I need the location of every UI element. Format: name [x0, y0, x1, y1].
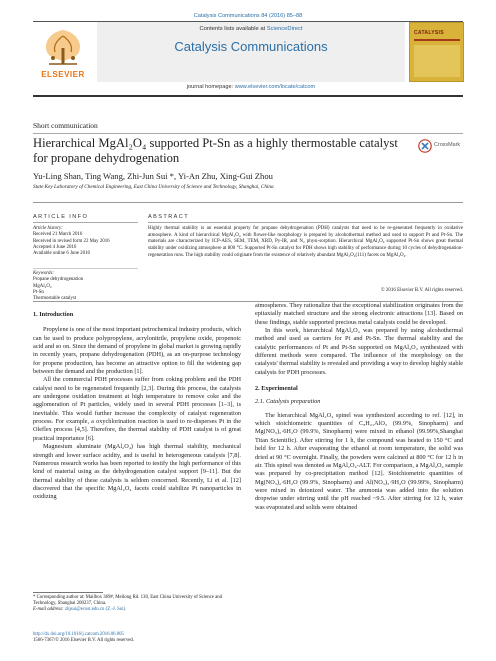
subsection-heading-catalysts-preparation: 2.1. Catalysts preparation — [255, 398, 321, 406]
contents-prefix: Contents lists available at — [199, 26, 267, 32]
paragraph: Magnesium aluminate (MgAl₂O₄) has high thermal stability, mechanical strength and lower surface acidity, and is useful in heterogeneous catalysis [7,8]. Numerous research works has been reported to testify the high performance of this kind of material using as the dehydrogenation catalyst support [9–11]. But the thermal stability of these catalysts is seldom concerned. Recently, Li et al. [12] discovered that the specific MgAl₂O₄ facets could stabilize Pt nanoparticles in oxidizing — [33, 443, 241, 501]
homepage-line — [97, 84, 405, 90]
abstract-copyright: © 2016 Elsevier B.V. All rights reserved. — [380, 288, 463, 293]
history-received: Received 21 March 2016 — [33, 232, 83, 238]
section-heading-introduction: 1. Introduction — [33, 311, 74, 318]
paragraph: The hierarchical MgAl₂O₄ spinel was synthesized according to ref. [12], in which stoichiometric quantities of C₉H₂₁AlO₃ (99.9%, Sinopharm) and Mg(NO₃)₂·6H₂O (99.9%, Sinopharm) were mixed in ethanol (99.99%,Shanghai Titan Scientific). After stirring for 1 h, the compound was heated to 150 °C and held for 12 h. After evaporating the ethanol at room temperature, the solid was dried at 90 °C overnight. Finally, the powders were calcined at 800 °C for 12 h in air. This spinel was denoted as MgAl₂O₄-ALT. For comparison, a MgAl₂O₄ sample was prepared by co-precipitation method [12]. Stoichiometric quantities of Mg(NO₃)₂·6H₂O (99.9%, Sinopharm) and Al(NO₃)₃·9H₂O (99.99%, Sinopharm) were mixed in deionized water. The ammonia was added into the solution dropwise under stirring until the pH reached ~9.5. After stirring for 12 h, water was evaporated and solids were obtained — [255, 411, 463, 511]
abstract-text: Highly thermal stability is an essential property for propane dehydrogenation (PDH) catalysts that need to be re-generated frequently in oxidative atmosphere. A kind of hierarchical MgAl₂O₄ with flower-like morphology is prepared by alcohothermal method and used to support Pt and Pt-Sn. The materials are characterized by ICP-AES, SEM, TEM, XRD, Py-IR, and N₂ physi-sorption. Hierarchical MgAl₂O₄ supported Pt-Sn shows great thermal stability under oxidizing atmosphere at 800 °C. Supported Pt-Sn catalyst for PDH shows high stability of performance during 10 cycles of dehydrogenation-regeneration runs. The high stability could originate from the existence of relatively abundant MgAl₂O₄(111) facets on MgAl₂O₄. — [148, 226, 463, 258]
paragraph: All the commercial PDH processes suffer from coking problem and the PDH catalyst need to be regenerated frequently [2,3]. During this process, the catalysts are undergone oxidation treatment at high temperature to remove coke and the agglomeration of Pt particles, widely used in several PDH processes [1–3], is inevitable. This would further increase the complexity of catalyst regeneration process. For example, a oxychlorination reaction is used to re-disperses Pt in the Oleflex process [4,5]. Therefore, the thermal stability of PDH catalyst is of great practical importance [6]. — [33, 376, 241, 442]
header-bottom-rule — [33, 95, 463, 97]
article-type-rule — [33, 133, 463, 134]
section-heading-experimental: 2. Experimental — [255, 385, 298, 393]
footnote-rule — [33, 592, 103, 593]
crossmark-icon — [418, 139, 432, 153]
article-title: Hierarchical MgAl₂O₄ supported Pt-Sn as a highly thermostable catalyst for propane dehydrogenation — [33, 136, 398, 165]
affiliation: State Key Laboratory of Chemical Engineering, East China University of Science and Technology, Shanghai, China — [33, 184, 274, 190]
history-accepted: Accepted 4 June 2016 — [33, 244, 77, 250]
email-label: E-mail address: — [33, 607, 65, 613]
front-matter-rule — [33, 202, 463, 203]
doi-link[interactable]: http://dx.doi.org/10.1016/j.catcom.2016.06.005 — [33, 632, 124, 637]
abstract-heading: ABSTRACT — [148, 214, 190, 220]
cover-stripe — [414, 39, 460, 41]
journal-reference[interactable]: Catalysis Communications 84 (2016) 85–88 — [193, 13, 303, 19]
article-type: Short communication — [33, 121, 98, 130]
keyword-item: MgAl₂O₄ — [33, 283, 52, 289]
cover-title: CATALYSIS — [414, 30, 444, 36]
elsevier-wordmark: ELSEVIER — [41, 70, 85, 79]
cover-image — [414, 45, 460, 77]
keywords-label: Keywords: — [33, 271, 55, 276]
keyword-item: Propane dehydrogenation — [33, 277, 84, 283]
issn-line: 1566-7367/© 2016 Elsevier B.V. All rights reserved. — [33, 638, 134, 644]
sciencedirect-link[interactable]: ScienceDirect — [266, 26, 303, 32]
journal-header — [33, 22, 463, 95]
keyword-item: Pt-Sn — [33, 289, 44, 295]
footnote-email-line — [33, 607, 241, 613]
history-revised: Received in revised form 22 May 2016 — [33, 238, 110, 244]
history-online: Available online 6 June 2016 — [33, 251, 90, 257]
crossmark-label: CrossMark — [434, 142, 461, 148]
keywords — [33, 271, 138, 302]
doi-block — [33, 632, 241, 644]
body-column-right — [255, 302, 463, 512]
paragraph: In this work, hierarchical MgAl₂O₄ was prepared by using alcohothermal method and used as carriers for Pt and Pt-Sn. The thermal stability and the catalytic performances of Pt and Pt-Sn supported on MgAl₂O₄ synthesized with different methods were compared. The influence of the morphology on the catalysts' thermal stability is revealed and providing a way to develop highly stable catalysts for PDH processes. — [255, 327, 463, 376]
body-column-left — [33, 311, 241, 502]
keywords-rule — [33, 268, 138, 269]
article-info-heading: ARTICLE INFO — [33, 214, 89, 220]
contents-line — [97, 26, 405, 32]
journal-title: Catalysis Communications — [174, 39, 328, 54]
footnote-text: * Corresponding author at: Mailbox 369#, Meilong Rd. 130, East China University of Science and Technology, Shanghai 200237, China. — [33, 595, 223, 607]
article-info-rule — [33, 222, 138, 223]
homepage-link[interactable]: www.elsevier.com/locate/catcom — [234, 84, 316, 90]
elsevier-logo[interactable] — [33, 22, 93, 82]
email-link[interactable]: zhjsui@ecust.edu.cn (Z.-J. Sui). — [64, 607, 127, 613]
header-title-panel — [97, 22, 405, 82]
keyword-item: Thermostable catalyst — [33, 296, 77, 302]
abstract-rule — [148, 222, 463, 223]
paragraph: Propylene is one of the most important petrochemical industry products, which can be used to produce polypropylene, acrylonitrile, propylene oxide, propenoic acid and so on. Since the demand of propylene in global market is growing rapidly in recently years, propane dehydrogenation (PDH), as an on-purpose technology for propene production, has become an attractive option to fill the widening gap between the demand and the production [1]. — [33, 326, 241, 376]
paragraph: atmospheres. They rationalize that the exceptional stabilization originates from the epitaxially matched structure and the strong electronic attractions [13]. Based on these findings, stable supported precious metal catalysts could be developed. — [255, 302, 463, 326]
author-list: Yu-Ling Shan, Ting Wang, Zhi-Jun Sui *, Yi-An Zhu, Xing-Gui Zhou — [33, 171, 273, 181]
homepage-prefix: journal homepage: — [186, 84, 235, 90]
crossmark-badge[interactable] — [418, 138, 466, 154]
history-label: Article history: — [33, 226, 63, 231]
journal-cover[interactable] — [409, 22, 464, 82]
corresponding-author-footnote — [33, 595, 241, 614]
article-history — [33, 226, 138, 257]
